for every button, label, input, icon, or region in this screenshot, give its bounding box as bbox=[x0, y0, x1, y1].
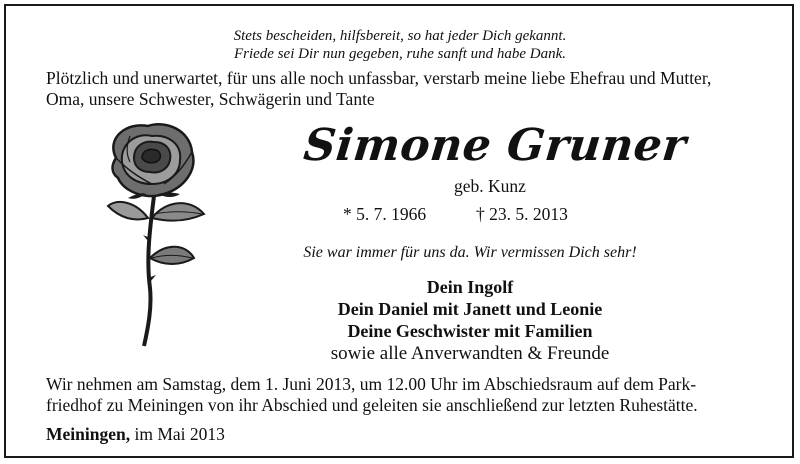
deceased-name: Simone Gruner bbox=[301, 120, 689, 171]
quote: Sie war immer für uns da. Wir vermissen Dich sehr! bbox=[303, 244, 637, 261]
intro-line-1: Plötzlich und unerwartet, für uns alle noch unfassbar, verstarb meine liebe Ehefrau und Mutter, bbox=[46, 68, 712, 88]
birth-date: * 5. 7. 1966 bbox=[343, 204, 427, 224]
born-name: geb. Kunz bbox=[454, 176, 526, 196]
mourner-line: Deine Geschwister mit Familien bbox=[347, 321, 593, 341]
notice-line-2: friedhof zu Meiningen von ihr Abschied und geleiten sie anschließend zur letzten Ruhestätte. bbox=[46, 395, 698, 415]
ceremony-notice bbox=[46, 374, 758, 416]
closing-date: im Mai 2013 bbox=[134, 424, 225, 444]
death-date: † 23. 5. 2013 bbox=[476, 204, 568, 224]
rose-icon bbox=[86, 118, 216, 348]
intro-text bbox=[46, 68, 766, 110]
closing-place: Meiningen, bbox=[46, 424, 131, 444]
intro-line-2: Oma, unsere Schwester, Schwägerin und Tante bbox=[46, 89, 375, 109]
mourner-line: sowie alle Anverwandten & Freunde bbox=[330, 343, 610, 364]
closing-line bbox=[46, 424, 225, 445]
mourner-line: Dein Daniel mit Janett und Leonie bbox=[337, 299, 603, 319]
notice-line-1: Wir nehmen am Samstag, dem 1. Juni 2013, um 12.00 Uhr im Abschiedsraum auf dem Park- bbox=[46, 374, 697, 394]
motto-line-2: Friede sei Dir nun gegeben, ruhe sanft und habe Dank. bbox=[233, 46, 567, 62]
mourner-line: Dein Ingolf bbox=[426, 277, 514, 297]
motto-line-1: Stets bescheiden, hilfsbereit, so hat jeder Dich gekannt. bbox=[233, 28, 567, 44]
